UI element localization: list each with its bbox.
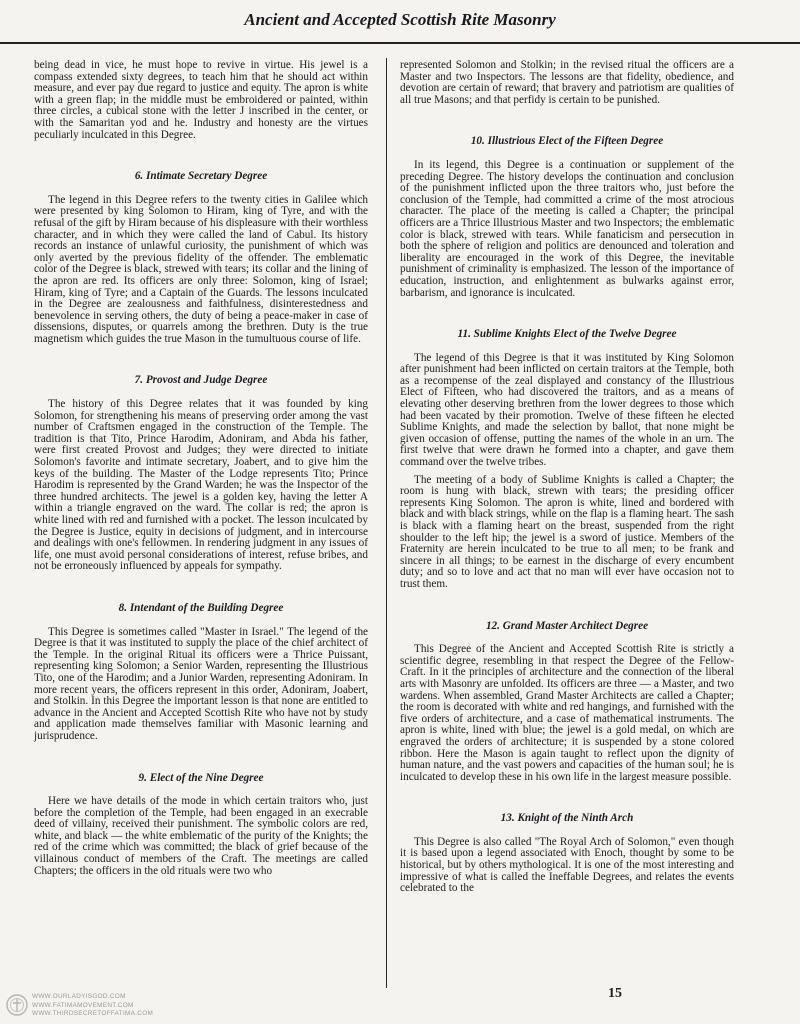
column-divider [386,58,387,988]
section-heading: 9. Elect of the Nine Degree [138,771,264,784]
watermark-line[interactable]: WWW.OURLADYISGOD.COM [32,993,126,1000]
paragraph: being dead in vice, he must hope to revive in virtue. His jewel is a compass extended sixty degrees, to teach him that he should act within measure, and ever pay due regard to justice and equity. The apron is white with a green flap; in the middle must be embroidered or painted, within three circles, a cubical stone with the letter J inscribed in the center, or with the Samaritan yod and he. Industry and honesty are the virtues peculiarly inculcated in this Degree. [34,59,368,141]
watermark-line[interactable]: WWW.THIRDSECRETOFFATIMA.COM [32,1010,154,1018]
paragraph: The legend of this Degree is that it was instituted by King Solomon after punishment had been inflicted on certain traitors at the Temple, both as a recompense of the zeal displayed and constancy of the Illustrious Elect of Fifteen, who had discovered the traitors, and as a means of elevating other deserving brethren from the lower degrees to those which had been vacated by their promotion. Twelve of these fifteen he elected Sublime Knights, and made the selection by ballot, that none might be given occasion of offense, putting the names of the whole in an urn. The first twelve that were drawn he formed into a chapter, and gave them command over the twelve tribes. [400,351,734,469]
paragraph: This Degree is sometimes called "Master in Israel." The legend of the Degree is that it was instituted to supply the place of the chief architect of the Temple. In the original Ritual its officers were a Thrice Puissant, representing king Solomon; a Senior Warden, representing the Illustrious Tito, one of the Harodim; and a Junior Warden, representing Adoniram. In more recent years, the officers represent in this order, Adoniram, Joabert, and Stolkin. In this Degree the important lesson is that none are entitled to advance in the Ancient and Accepted Scottish Rite who have not by study and application made themselves familiar with Masonic learning and jurisprudence. [34,625,368,742]
paragraph: In its legend, this Degree is a continuation or supplement of the preceding Degree. The history develops the continuation and conclusion of the punishment inflicted upon the three traitors who, just before the conclusion of the Temple, had committed a crime of the most atrocious character. The place of the meeting is called a Chapter; the principal officers are a Thrice Illustrious Master and two Inspectors; the emblematic color is black, strewed with tears. While fanaticism and persecution in both the sphere of religion and politics are denounced and toleration and liberality are encouraged in the work of this Degree, the inevitable punishment of criminality is emphasized. The lesson of the importance of education, instruction, and enlightenment as bulwarks against error, barbarism, and ignorance is inculcated. [400,158,734,299]
section-heading: 12. Grand Master Architect Degree [485,619,649,632]
page-header [0,0,800,44]
right-column [400,60,734,895]
paragraph: The history of this Degree relates that it was founded by king Solomon, for strengthening his means of preserving order among the vast number of Craftsmen engaged in the construction of the Temple. The tradition is that Tito, Prince Harodim, Adoniram, and Abda his father, were first created Provost and Judges; they were directed to initiate Solomon's favorite and intimate secretary, Joabert, and to give him the keys of the building. The Master of the Lodge represents Tito; Prince Harodim is represented by the Grand Warden; he was the Inspector of the three hundred architects. The jewel is a golden key, having the letter A within a triangle engraved on the ward. The collar is red; the apron is white lined with red and furnished with a pocket. The lesson inculcated by the Degree is Justice, equity in decisions of judgment, and in intercourse and dealings with one's fellowmen. In rendering judgment in any issues of life, one must avoid personal considerations of interest, refuse bribes, and not be erroneously influenced by appeals for sympathy. [34,398,368,573]
section-heading: 11. Sublime Knights Elect of the Twelve Degree [457,328,677,341]
paragraph: Here we have details of the mode in which certain traitors who, just before the completion of the Temple, had been engaged in an execrable deed of villainy, received their punishment. The symbolic colors are red, white, and black — the white emblematic of the purity of the Knights; the red of the crime which was committed; the black of grief because of the villainous conduct of members of the Craft. The meetings are called Chapters; the officers in the old rituals were two who [34,795,368,877]
section-heading: 6. Intimate Secretary Degree [134,170,268,183]
watermark [6,992,226,1022]
page-title: Ancient and Accepted Scottish Rite Masonry [244,10,556,29]
section-heading: 7. Provost and Judge Degree [134,374,268,387]
paragraph: represented Solomon and Stolkin; in the revised ritual the officers are a Master and two Inspectors. The lessons are that fidelity, obedience, and devotion are certain of reward; that bravery and patriotism are qualities of all true Masons; and that perfidy is certain to be punished. [400,59,734,106]
section-heading: 10. Illustrious Elect of the Fifteen Degree [470,135,664,148]
seal-icon [6,994,28,1016]
paragraph: The meeting of a body of Sublime Knights is called a Chapter; the room is hung with black, strewn with tears; the presiding officer represents King Solomon. The apron is white, lined and bordered with black and with black strings, while on the flap is a flaming heart. The sash is black with a flaming heart on the breast, suspended from the right shoulder to the left hip; the jewel is a sword of justice. Members of the Fraternity are herein inculcated to be true to all men; to be frank and sincere in all things; to be earnest in the discharge of every encumbent duty; and so to love and act that no man will ever have occasion not to trust them. [400,473,734,590]
section-heading: 8. Intendant of the Building Degree [118,601,284,614]
page-number: 15 [608,986,622,1001]
left-column [34,60,368,877]
paragraph: This Degree is also called "The Royal Arch of Solomon," even though it is based upon a legend associated with Enoch, thought by some to be historical, but by others mythological. It is one of the most interesting and impressive of what is called the Ineffable Degrees, and relates the events celebrated to the [400,835,734,895]
paragraph: This Degree of the Ancient and Accepted Scottish Rite is strictly a scientific degree, resembling in that respect the Degree of the Fellow-Craft. In it the principles of architecture and the connection of the liberal arts with Masonry are unfolded. Its officers are three — a Master, and two wardens. When assembled, Grand Master Architects are called a Chapter; the room is decorated with white and red hangings, and furnished with the five orders of architecture, and a case of mathematical instruments. The apron is white, lined with blue; the jewel is a gold medal, on which are engraved the orders of architecture; it is suspended by a stone colored ribbon. Here the Mason is again taught to reflect upon the dignity of human nature, and the vast powers and capacities of the human soul; he is inculcated to develop these in his own life in the largest measure possible. [400,643,734,783]
watermark-line[interactable]: WWW.FATIMAMOVEMENT.COM [32,1001,134,1009]
section-heading: 13. Knight of the Ninth Arch [500,812,634,825]
paragraph: The legend in this Degree refers to the twenty cities in Galilee which were presented by king Solomon to Hiram, king of Tyre, and with the refusal of the gift by Hiram because of his displeasure with their worthless character, and in which they were called the land of Cabul. Its history records an instance of unlawful curiosity, the punishment of which was only averted by the previous fidelity of the offender. The emblematic color of the Degree is black, strewed with tears; its collar and the lining of the apron are red. Its officers are only three: Solomon, king of Israel; Hiram, king of Tyre; and a Captain of the Guards. The lessons inculcated in the Degree are zealousness and faithfulness, disinterestedness and benevolence in serving others, the duty of being a peace-maker in case of dissensions, disputes, or quarrels among the brethren. Duty is the true magnetism which guides the true Mason in the tumultuous course of life. [34,193,368,345]
